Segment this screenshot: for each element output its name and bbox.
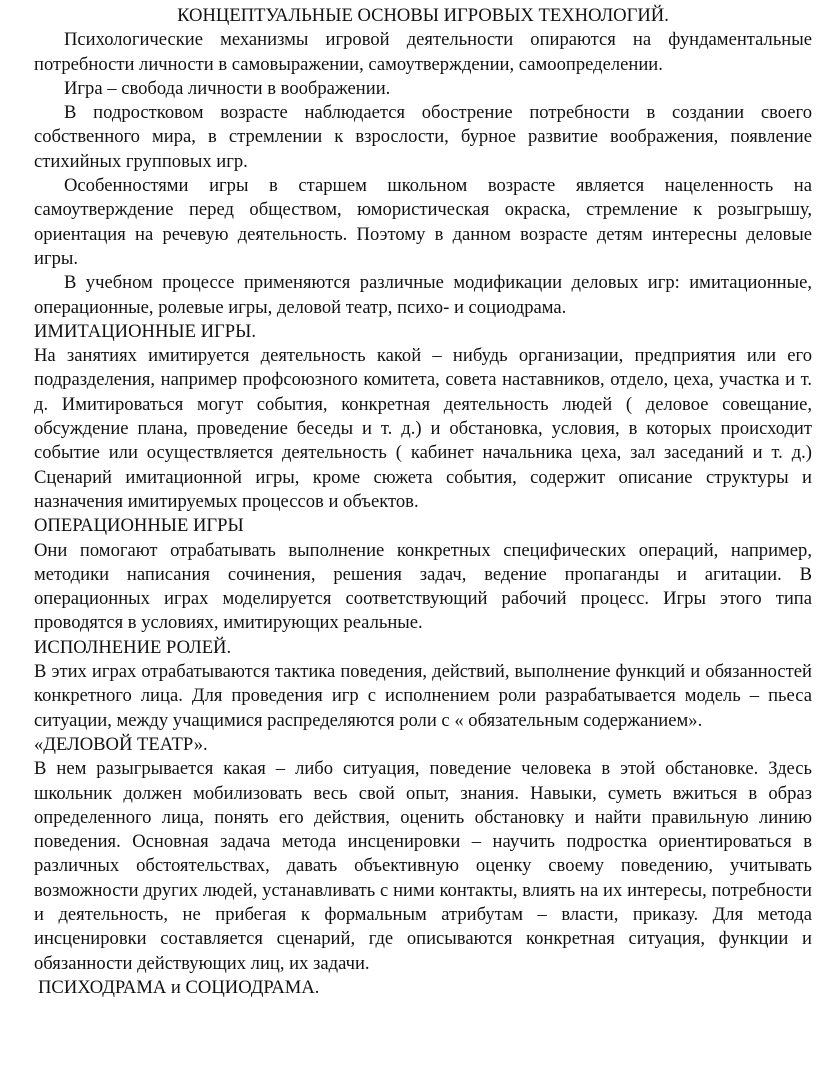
section-heading-business-theatre: «ДЕЛОВОЙ ТЕАТР». xyxy=(34,733,208,755)
intro-paragraph: В учебном процессе применяются различные модификации деловых игр: имитационные, операционные, ролевые игры, деловой театр, психо- и социодрама. xyxy=(34,272,812,318)
document-title: КОНЦЕПТУАЛЬНЫЕ ОСНОВЫ ИГРОВЫХ ТЕХНОЛОГИЙ. xyxy=(177,5,669,26)
intro-paragraph: Особенностями игры в старшем школьном возрасте является нацеленность на самоутверждение перед обществом, юмористическая окраска, стремление к розыгрышу, ориентация на речевую деятельность. Поэтому в данном возрасте детям интересны деловые игры. xyxy=(34,175,812,269)
section-heading-psychodrama: ПСИХОДРАМА и СОЦИОДРАМА. xyxy=(38,976,320,998)
section-text-business-theatre: В нем разыгрывается какая – либо ситуация, поведение человека в этой обстановке. Здесь школьник должен мобилизовать весь свой опыт, знания. Навыки, суметь вжиться в образ определенного лица, понять его действия, оценить обстановку и найти правильную линию поведения. Основная задача метода инсценировки – научить подростка ориентироваться в различных обстоятельствах, давать объективную оценку своему поведению, учитывать возможности других людей, устанавливать с ними контакты, влиять на их интересы, потребности и деятельность, не прибегая к формальным атрибутам – власти, приказу. Для метода инсценировки составляется сценарий, где описываются конкретная ситуация, функции и обязанности действующих лиц, их задачи. xyxy=(34,758,812,974)
section-text-imitation: На занятиях имитируется деятельность какой – нибудь организации, предприятия или его подразделения, например профсоюзного комитета, совета наставников, отдело, цеха, участка и т. д. Имитироваться могут события, конкретная деятельность людей ( деловое совещание, обсуждение плана, проведение беседы и т. д.) и обстановка, условия, в которых происходит событие или осуществляется деятельность ( кабинет начальника цеха, зал заседаний и т. д.) Сценарий имитационной игры, кроме сюжета события, содержит описание структуры и назначения имитируемых процессов и объектов. xyxy=(34,345,812,512)
intro-paragraph: В подростковом возрасте наблюдается обострение потребности в создании своего собственного мира, в стремлении к взрослости, бурное развитие воображения, появление стихийных групповых игр. xyxy=(34,102,812,172)
section-heading-imitation: ИМИТАЦИОННЫЕ ИГРЫ. xyxy=(34,320,256,342)
intro-paragraph: Психологические механизмы игровой деятельности опираются на фундаментальные потребности личности в самовыражении, самоутверждении, самоопределении. xyxy=(34,29,812,75)
intro-paragraph: Игра – свобода личности в воображении. xyxy=(64,77,391,99)
section-text-roles: В этих играх отрабатываются тактика поведения, действий, выполнение функций и обязанностей конкретного лица. Для проведения игр с исполнением роли разрабатывается модель – пьеса ситуации, между учащимися распределяются роли с « обязательным содержанием». xyxy=(34,661,812,731)
section-heading-operational: ОПЕРАЦИОННЫЕ ИГРЫ xyxy=(34,515,244,537)
section-text-operational: Они помогают отрабатывать выполнение конкретных специфических операций, например, методики написания сочинения, решения задач, ведение пропаганды и агитации. В операционных играх моделируется соответствующий рабочий процесс. Игры этого типа проводятся в условиях, имитирующих реальные. xyxy=(34,539,812,634)
section-heading-roles: ИСПОЛНЕНИЕ РОЛЕЙ. xyxy=(34,636,232,658)
